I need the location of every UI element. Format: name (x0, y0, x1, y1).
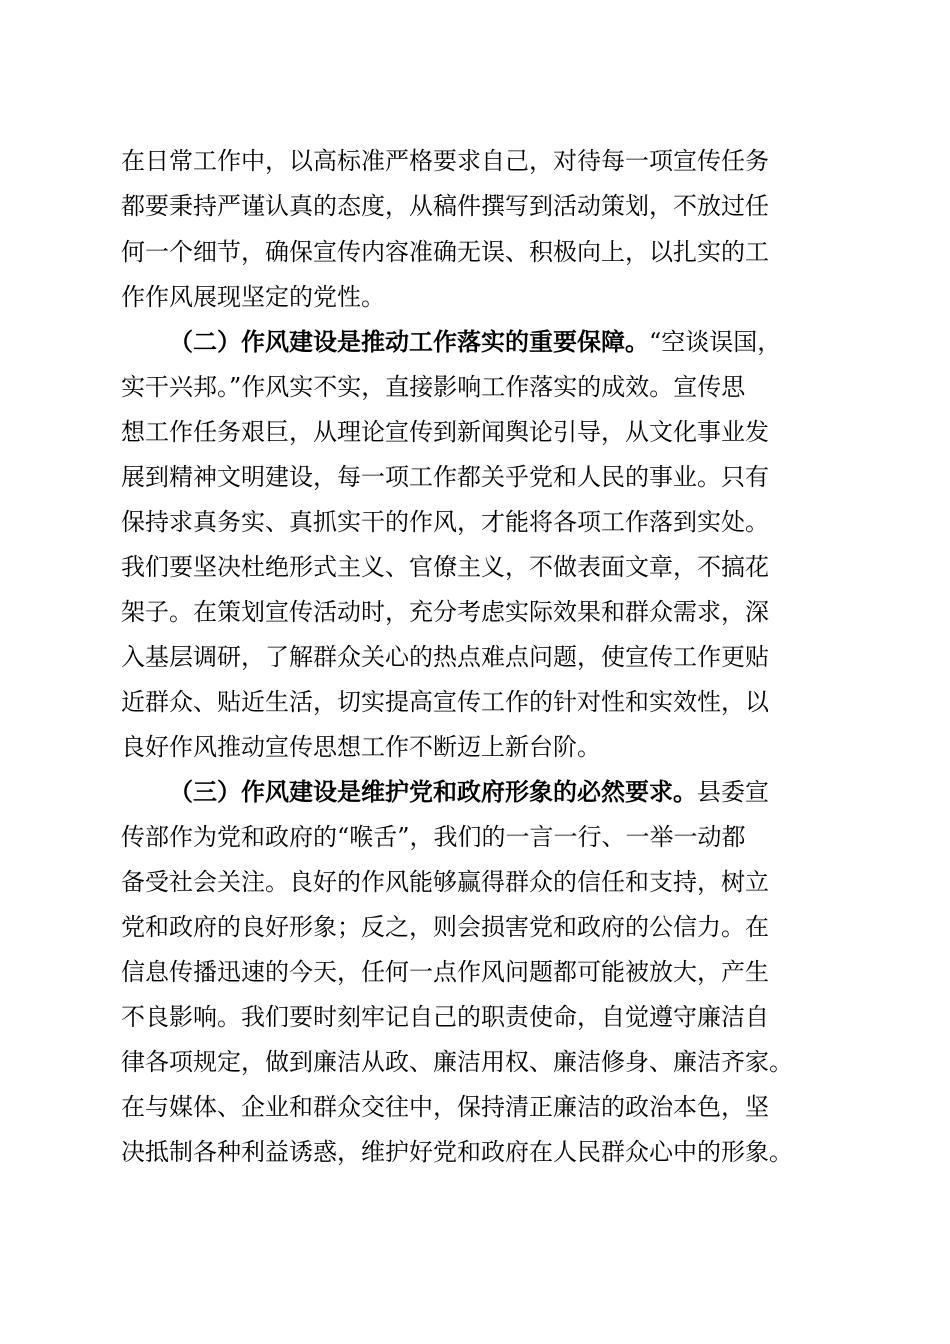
paragraph-2-first-line (169, 322, 781, 362)
text-line: 近群众、贴近生活，切实提高宣传工作的针对性和实效性，以 (121, 688, 769, 716)
text-line: 何一个细节，确保宣传内容准确无误、积极向上，以扎实的工 (121, 238, 769, 266)
paragraph-3-first-line (169, 772, 769, 812)
text-line: 实干兴邦。”作风实不实，直接影响工作落实的成效。宣传思 (121, 373, 746, 401)
text-line: 都要秉持严谨认真的态度，从稿件撰写到活动策划，不放过任 (121, 192, 769, 220)
text-line: 在与媒体、企业和群众交往中，保持清正廉洁的政治本色，坚 (121, 1093, 769, 1121)
text-line: 想工作任务艰巨，从理论宣传到新闻舆论引导，从文化事业发 (121, 418, 769, 446)
text-line: 良好作风推动宣传思想工作不断迈上新台阶。 (121, 733, 601, 761)
text-line: 党和政府的良好形象；反之，则会损害党和政府的公信力。在 (121, 913, 769, 941)
text-run: “空谈误国， (649, 328, 782, 356)
section-heading-3: （三）作风建设是维护党和政府形象的必然要求。 (169, 777, 697, 806)
text-line: 信息传播迅速的今天，任何一点作风问题都可能被放大，产生 (121, 958, 769, 986)
text-line: 传部作为党和政府的“喉舌”，我们的一言一行、一举一动都 (121, 823, 746, 851)
text-line: 展到精神文明建设，每一项工作都关乎党和人民的事业。只有 (121, 463, 769, 491)
text-line: 在日常工作中，以高标准严格要求自己，对待每一项宣传任务 (121, 147, 769, 175)
text-line: 入基层调研，了解群众关心的热点难点问题，使宣传工作更贴 (121, 643, 769, 671)
section-heading-2: （二）作风建设是推动工作落实的重要保障。 (169, 327, 649, 356)
text-line: 保持求真务实、真抓实干的作风，才能将各项工作落到实处。 (121, 508, 769, 536)
text-line: 不良影响。我们要时刻牢记自己的职责使命，自觉遵守廉洁自 (121, 1003, 769, 1031)
text-line: 备受社会关注。良好的作风能够赢得群众的信任和支持，树立 (121, 868, 769, 896)
text-line: 架子。在策划宣传活动时，充分考虑实际效果和群众需求，深 (121, 598, 769, 626)
text-run: 县委宣 (697, 778, 769, 806)
text-line: 律各项规定，做到廉洁从政、廉洁用权、廉洁修身、廉洁齐家。 (121, 1048, 793, 1076)
text-line: 作作风展现坚定的党性。 (121, 283, 385, 311)
text-line: 我们要坚决杜绝形式主义、官僚主义，不做表面文章，不搞花 (121, 553, 769, 581)
text-line: 决抵制各种利益诱惑，维护好党和政府在人民群众心中的形象。 (121, 1138, 793, 1166)
